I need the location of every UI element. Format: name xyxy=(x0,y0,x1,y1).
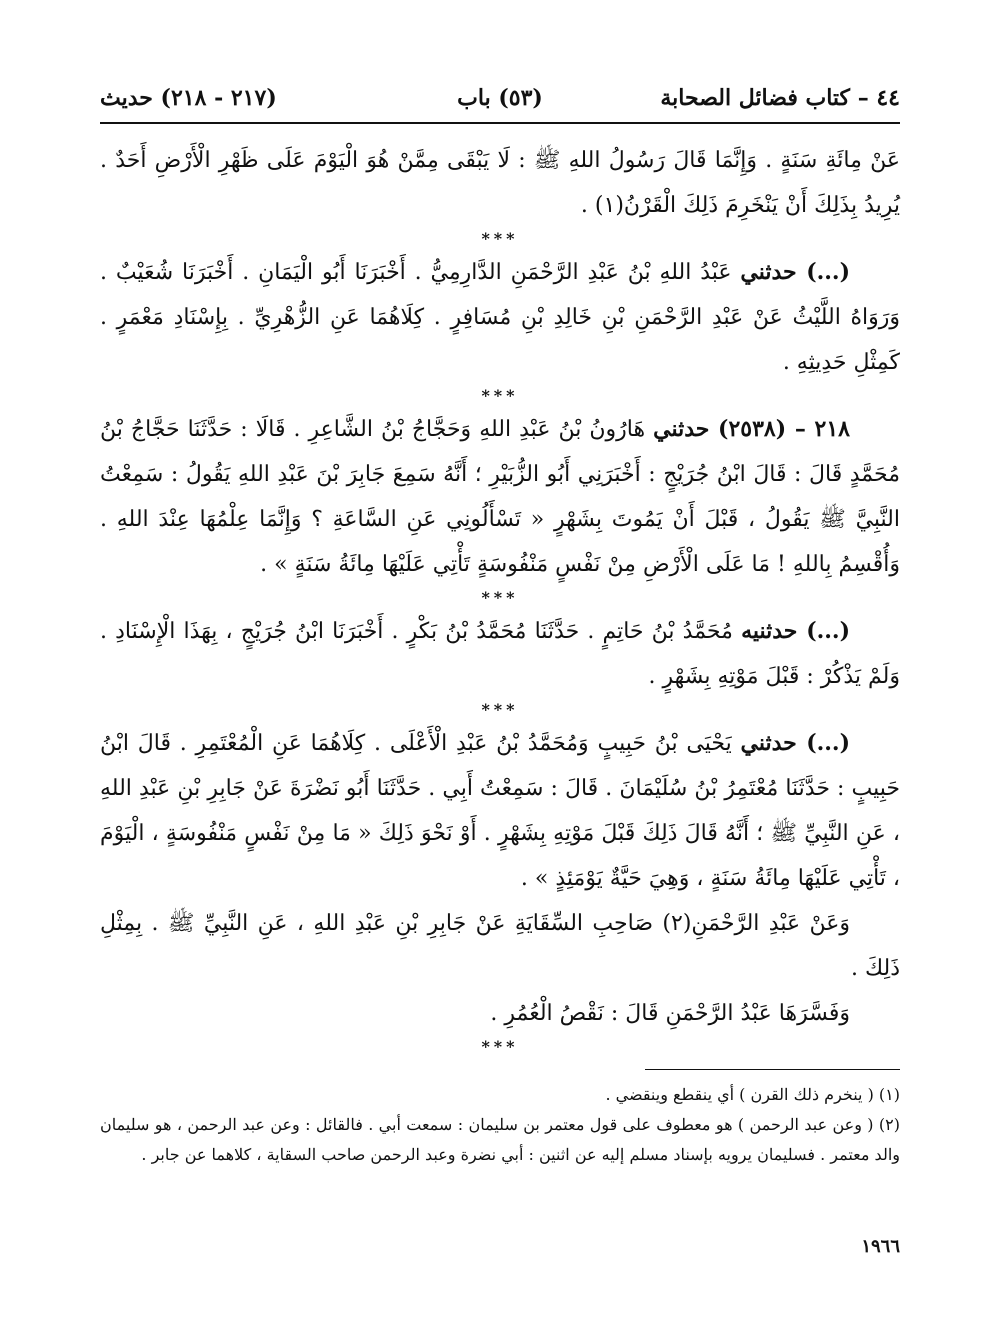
narration-lead: (...) حدثني xyxy=(740,730,850,756)
paragraph-4 xyxy=(100,609,900,699)
main-text xyxy=(100,138,900,1058)
paragraph-7: وَفَسَّرَهَا عَبْدُ الرَّحْمَنِ قَالَ : نَقْصُ الْعُمُرِ . xyxy=(490,1001,850,1026)
narration-lead: (...) حدثني xyxy=(740,259,850,285)
paragraph-text: مُحَمَّدُ بْنُ حَاتِمٍ . حَدَّثَنَا مُحَمَّدُ بْنُ بَكْرٍ . أَخْبَرَنَا ابْنُ جُرَيْجٍ ، بِهَذَا الْإِسْنَادِ . وَلَمْ يَذْكُرْ : قَبْلَ مَوْتِهِ بِشَهْرٍ . xyxy=(100,619,900,689)
paragraph-5 xyxy=(100,721,900,901)
footnote-rule xyxy=(645,1069,900,1070)
header-chapter: (٥٣) باب xyxy=(457,85,543,111)
narration-lead: (...) حدثنيه xyxy=(741,618,850,644)
paragraph-text: يَحْيَى بْنُ حَبِيبٍ وَمُحَمَّدُ بْنُ عَبْدِ الْأَعْلَى . كِلَاهُمَا عَنِ الْمُعْتَمِرِ . قَالَ ابْنُ حَبِيبٍ : حَدَّثَنَا مُعْتَمِرُ بْنُ سُلَيْمَانَ . قَالَ : سَمِعْتُ أَبِي . حَدَّثَنَا أَبُو نَضْرَةَ عَنْ جَابِرِ بْنِ عَبْدِ اللهِ ، عَنِ النَّبِيِّ ﷺ ؛ أَنَّهُ قَالَ ذَلِكَ قَبْلَ مَوْتِهِ بِشَهْرٍ . أَوْ نَحْوَ ذَلِكَ « مَا مِنْ نَفْسٍ مَنْفُوسَةٍ ، الْيَوْمَ ، تَأْتِي عَلَيْهَا مِائَةُ سَنَةٍ ، وَهِيَ حَيَّةٌ يَوْمَئِذٍ » . xyxy=(100,731,900,891)
separator-stars-2: *** xyxy=(481,386,519,405)
header-rule xyxy=(100,122,900,124)
footnote-1: (١) ( ينخرم ذلك القرن ) أي ينقطع وينقضي . xyxy=(605,1085,900,1104)
separator-stars-5: *** xyxy=(481,1037,519,1056)
page-number: ١٩٦٦ xyxy=(861,1236,900,1257)
footnotes xyxy=(100,1080,900,1170)
paragraph-2 xyxy=(100,250,900,385)
paragraph-6: وَعَنْ عَبْدِ الرَّحْمَنِ(٢) صَاحِبِ السِّقَايَةِ عَنْ جَابِرِ بْنِ عَبْدِ اللهِ ، عَنِ النَّبِيِّ ﷺ . بِمِثْلِ ذَلِكَ . xyxy=(100,911,900,981)
paragraph-1: عَنْ مِائَةِ سَنَةٍ . وَإِنَّمَا قَالَ رَسُولُ اللهِ ﷺ : لَا يَبْقَى مِمَّنْ هُوَ الْيَوْمَ عَلَى ظَهْرِ الْأَرْضِ أَحَدٌ . يُرِيدُ بِذَلِكَ أَنْ يَنْخَرِمَ ذَلِكَ الْقَرْنُ(١) . xyxy=(100,148,900,218)
separator-stars-3: *** xyxy=(481,588,519,607)
paragraph-text: هَارُونُ بْنُ عَبْدِ اللهِ وَحَجَّاجُ بْنُ الشَّاعِرِ . قَالَا : حَدَّثَنَا حَجَّاجُ بْنُ مُحَمَّدٍ قَالَ : قَالَ ابْنُ جُرَيْجٍ : أَخْبَرَنِي أَبُو الزُّبَيْرِ ؛ أَنَّهُ سَمِعَ جَابِرَ بْنَ عَبْدِ اللهِ يَقُولُ : سَمِعْتُ النَّبِيَّ ﷺ يَقُولُ ، قَبْلَ أَنْ يَمُوتَ بِشَهْرٍ « تَسْأَلُونِي عَنِ السَّاعَةِ ؟ وَإِنَّمَا عِلْمُهَا عِنْدَ اللهِ . وَأُقْسِمُ بِاللهِ ! مَا عَلَى الْأَرْضِ مِنْ نَفْسٍ مَنْفُوسَةٍ تَأْتِي عَلَيْهَا مِائَةُ سَنَةٍ » . xyxy=(100,417,900,577)
header-book-title: ٤٤ – كتاب فضائل الصحابة xyxy=(660,85,900,111)
paragraph-3 xyxy=(100,407,900,587)
paragraph-text: عَبْدُ اللهِ بْنُ عَبْدِ الرَّحْمَنِ الدَّارِمِيُّ . أَخْبَرَنَا أَبُو الْيَمَانِ . أَخْبَرَنَا شُعَيْبٌ . وَرَوَاهُ اللَّيْثُ عَنْ عَبْدِ الرَّحْمَنِ بْنِ خَالِدِ بْنِ مُسَافِرٍ . كِلَاهُمَا عَنِ الزُّهْرِيِّ . بِإِسْنَادِ مَعْمَرٍ . كَمِثْلِ حَدِيثِهِ . xyxy=(100,260,900,375)
footnote-2: (٢) ( وعن عبد الرحمن ) هو معطوف على قول معتمر بن سليمان : سمعت أبي . فالقائل : وعن عبد الرحمن ، هو سليمان والد معتمر . فسليمان يرويه بإسناد مسلم إليه عن اثنين : أبي نضرة وعبد الرحمن صاحب السقاية ، كلاهما عن جابر . xyxy=(100,1115,900,1164)
hadith-number-lead: ٢١٨ – (٢٥٣٨) حدثني xyxy=(653,416,850,442)
separator-stars-4: *** xyxy=(481,700,519,719)
header-hadith-range: (٢١٧ - ٢١٨) حديث xyxy=(100,85,277,111)
separator-stars-1: *** xyxy=(481,229,519,248)
running-header xyxy=(100,78,900,118)
